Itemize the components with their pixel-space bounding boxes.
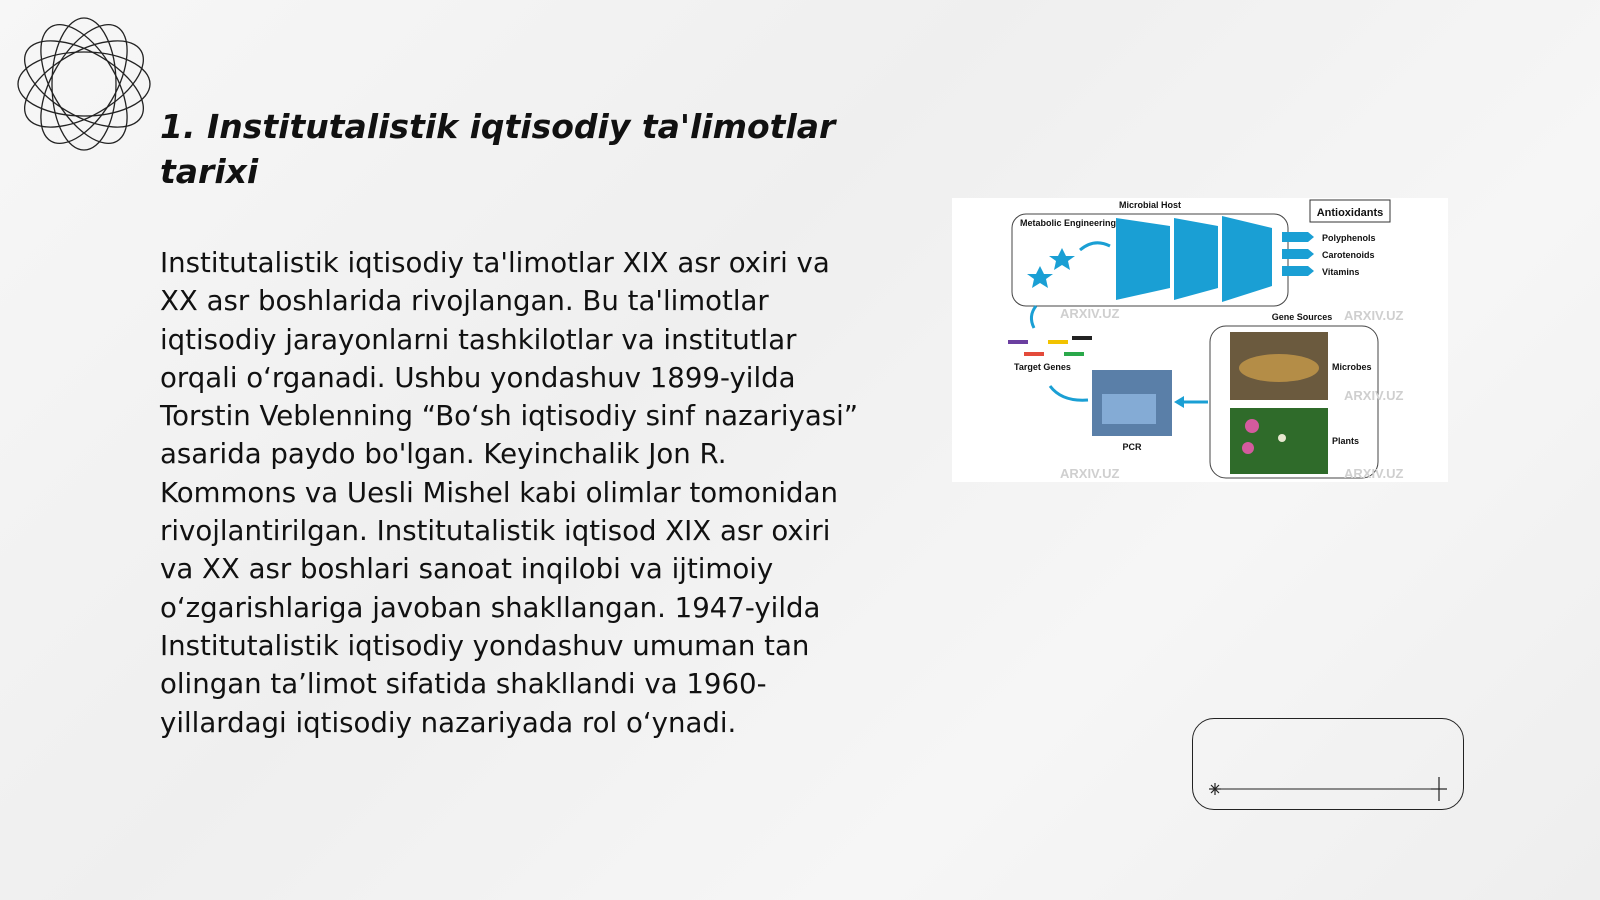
watermark-text: ARXIV.UZ	[1344, 466, 1404, 481]
sparkle-icon	[1209, 783, 1221, 795]
watermark-text: ARXIV.UZ	[1060, 466, 1120, 481]
watermark-text: ARXIV.UZ	[1060, 306, 1120, 321]
metabolic-engineering-label: Metabolic Engineering	[1020, 218, 1117, 228]
target-genes-bars	[1008, 336, 1092, 356]
watermark-text: ARXIV.UZ	[1344, 308, 1404, 323]
product-label: Polyphenols	[1322, 233, 1376, 243]
arrow-icon	[1050, 386, 1088, 400]
funnel-shape-1	[1116, 218, 1170, 300]
star-icon	[1027, 266, 1053, 288]
microbial-host-label: Microbial Host	[1118, 200, 1182, 210]
slide-title: 1. Institutalistik iqtisodiy ta'limotlar tarixi	[160, 107, 836, 191]
product-label: Vitamins	[1322, 267, 1360, 277]
antioxidants-label: Antioxidants	[1316, 207, 1384, 219]
product-label: Carotenoids	[1322, 250, 1375, 260]
plants-image	[1230, 408, 1328, 474]
decorative-ornament-icon	[10, 10, 158, 158]
funnel-shape-3	[1222, 216, 1272, 302]
microbes-label: Microbes	[1332, 362, 1372, 372]
pcr-label: PCR	[1122, 442, 1142, 452]
antioxidant-production-figure	[952, 198, 1448, 482]
plants-label: Plants	[1332, 436, 1360, 446]
decorative-pill-frame	[1192, 718, 1464, 810]
arrow-icon	[1174, 396, 1184, 408]
slide-body-text: Institutalistik iqtisodiy ta'limotlar XIX asr oxiri va XX asr boshlarida rivojlangan. Bu ta'limotlar iqtisodiy jarayonlarni tashkilotlar va institutlar orqali o‘rganadi. Ushbu yondashuv 1899-yilda Torstin Veblenning “Bo‘sh iqtisodiy sinf nazariyasi” asarida paydo bo'lgan. Keyinchalik Jon R. Kommons va Uesli Mishel kabi olimlar tomonidan rivojlantirilgan. Institutalistik iqtisod XIX asr oxiri va XX asr boshlari sanoat inqilobi va ijtimoiy o‘zgarishlariga javoban shakllangan. 1947-yilda Institutalistik iqtisodiy yondashuv umuman tan olingan ta’limot sifatida shakllandi va 1960-yillardagi iqtisodiy nazariyada rol o‘ynadi.	[160, 246, 859, 739]
cross-icon	[1431, 777, 1447, 801]
arrow-icon	[1080, 243, 1110, 250]
watermark-text: ARXIV.UZ	[1344, 388, 1404, 403]
funnel-shape-2	[1174, 218, 1218, 300]
target-genes-label: Target Genes	[1014, 362, 1071, 372]
star-icon	[1049, 248, 1075, 270]
gene-sources-label: Gene Sources	[1271, 312, 1333, 322]
